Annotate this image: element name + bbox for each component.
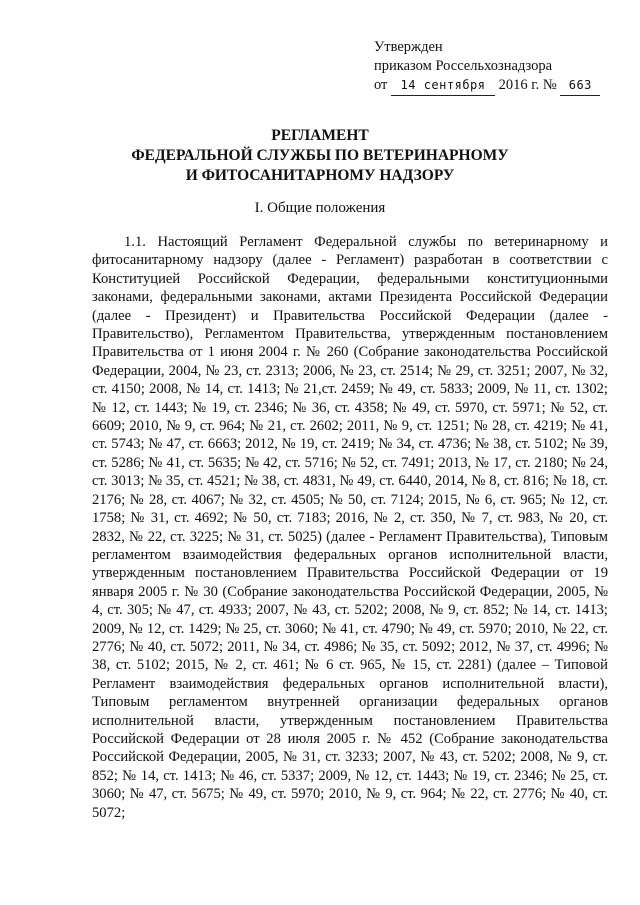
approval-year-label: 2016 г. № bbox=[498, 77, 557, 93]
document-title bbox=[60, 126, 580, 186]
approval-order-number: 663 bbox=[560, 76, 600, 96]
paragraph-1-1: 1.1. Настоящий Регламент Федеральной службы по ветеринарному и фитосанитарному надзору (далее - Регламент) разработан в соответствии с Конституцией Российской Федерации, федеральными конституционными законами, федеральными законами, актами Президента Российской Федерации (далее - Президент) и Правительства Российской Федерации (далее - Правительство), Регламентом Правительства, утвержденным постановлением Правительства от 1 июня 2004 г. № 260 (Собрание законодательства Российской Федерации, 2004, № 23, ст. 2313; 2006, № 23, ст. 2514; № 29, ст. 3251; 2007, № 32, ст. 4150; 2008, № 14, ст. 1413; № 21,ст. 2459; № 49, ст. 5833; 2009, № 11, ст. 1302; № 12, ст. 1443; № 19, ст. 2346; № 36, ст. 4358; № 49, ст. 5970, ст. 5971; № 52, ст. 6609; 2010, № 9, ст. 964; № 21, ст. 2602; 2011, № 9, ст. 1251; № 28, ст. 4219; № 41, ст. 5743; № 47, ст. 6663; 2012, № 19, ст. 2419; № 34, ст. 4736; № 38, ст. 5102; № 39, ст. 5286; № 41, ст. 5635; № 42, ст. 5716; № 52, ст. 7491; 2013, № 17, ст. 2180; № 24, ст. 3013; № 35, ст. 4521; № 38, ст. 4831, № 49, ст. 6440, 2014, № 8, ст. 816; № 18, ст. 2176; № 28, ст. 4067; № 32, ст. 4505; № 50, ст. 7124; 2015, № 6, ст. 965; № 12, ст. 1758; № 31, ст. 4692; № 50, ст. 7183; 2016, № 2, ст. 350, № 7, ст. 983, № 20, ст. 2832, № 22, ст. 3225; № 31, ст. 5025) (далее - Регламент Правительства), Типовым регламентом взаимодействия федеральных органов исполнительной власти, утвержденным постановлением Правительства Российской Федерации от 19 января 2005 г. № 30 (Собрание законодательства Российской Федерации, 2005, № 4, ст. 305; № 47, ст. 4933; 2007, № 43, ст. 5202; 2008, № 9, ст. 852; № 14, ст. 1413; 2009, № 12, ст. 1429; № 25, ст. 3060; № 41, ст. 4790; № 49, ст. 5970; 2010, № 22, ст. 2776; № 40, ст. 5072; 2011, № 34, ст. 4986; № 35, ст. 5092; 2012, № 37, ст. 4996; № 38, ст. 5102; 2015, № 2, ст. 461; № 6 ст. 965, № 15, ст. 2281) (далее – Типовой Регламент взаимодействия федеральных органов исполнительной власти), Типовым регламентом внутренней организации федеральных органов исполнительной власти, утвержденным постановлением Правительства Российской Федерации от 28 июля 2005 г. № 452 (Собрание законодательства Российской Федерации, 2005, № 31, ст. 3233; 2007, № 43, ст. 5202; 2008, № 9, ст. 852; № 14, ст. 1413; № 46, ст. 5337; 2009, № 12, ст. 1443; № 19, ст. 2346; № 25, ст. 3060; № 47, ст. 5675; № 49, ст. 5970; 2010, № 9, ст. 964; № 22, ст. 2776; № 40, ст. 5072; bbox=[92, 234, 608, 821]
approval-from-label: от bbox=[374, 77, 388, 93]
section-heading: I. Общие положения bbox=[254, 200, 386, 216]
title-line-1: РЕГЛАМЕНТ bbox=[271, 127, 369, 144]
title-line-2: ФЕДЕРАЛЬНОЙ СЛУЖБЫ ПО ВЕТЕРИНАРНОМУ bbox=[131, 147, 509, 164]
approval-stamp-block bbox=[374, 38, 624, 96]
approval-line-approved: Утвержден bbox=[374, 39, 443, 55]
title-line-3: И ФИТОСАНИТАРНОМУ НАДЗОРУ bbox=[185, 167, 455, 184]
approval-line-date bbox=[374, 76, 624, 96]
approval-line-order: приказом Россельхознадзора bbox=[374, 58, 553, 74]
approval-date-value: 14 сентября bbox=[391, 76, 495, 96]
